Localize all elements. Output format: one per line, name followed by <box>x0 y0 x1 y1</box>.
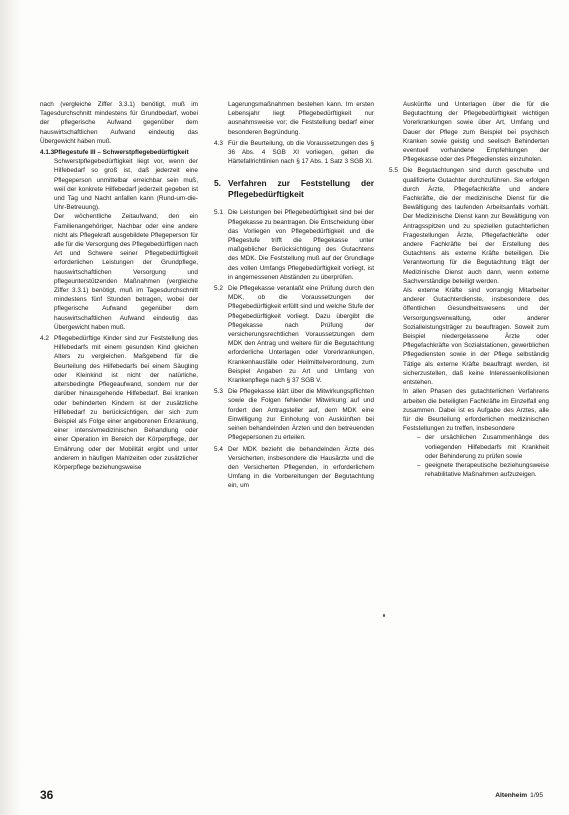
text-column-2 <box>214 100 374 493</box>
item-number: 4.1.3 <box>40 149 55 157</box>
subsection-heading: Pflegestufe III – Schwerstpflegebedürftigkeit <box>54 149 189 157</box>
paragraph: Pflegebedürftige Kinder sind zur Feststellung des Hilfebedarfs mit einem gesunden Kind gleichen Alters zu vergleichen. Maßgebend für die Beurteilung des Hilfebedarfs bei einem Säugling oder Kleinkind ist nicht der natürliche, altersbedingte Pflegeaufwand, sondern nur der darüber hinausgehende Hilfebedarf. Bei kranken oder behinderten Kindern ist der zusätzliche Hilfebedarf zu berücksichtigen, der sich zum Beispiel als Folge einer angeborenen Erkrankung, einer intensivmedizinischen Behandlung oder einer Operation im Bereich der Körperpflege, der Ernährung oder der Mobilität ergibt und unter anderem in häufigen Mahlzeiten oder zusätzlicher Körperpflege beziehungsweise <box>54 335 198 471</box>
item-number: 5.5 <box>389 167 398 175</box>
scan-speck <box>383 614 385 617</box>
item-5-2 <box>214 284 374 385</box>
item-4-2 <box>40 334 198 472</box>
paragraph: Die Pflegekasse veranlaßt eine Prüfung durch den MDK, ob die Voraussetzungen der Pflegebedürftigkeit erfüllt sind und welche Stufe der Pflegebedürftigkeit vorliegt. Dazu übergibt die Pflegekasse nach Prüfung der versicherungsrechtlichen Voraussetzungen dem MDK den Antrag und weitere für die Begutachtung erforderliche Unterlagen oder Vorerkrankungen, Krankenhausfälle oder Heilmittelverordnung, zum Beispiel Angaben zu Art und Umfang von Krankenpflege nach § 37 SGB V. <box>228 285 374 385</box>
paragraph: Als externe Kräfte sind vorrangig Mitarbeiter anderer Gutachterdienste, insbesondere des öffentlichen Gesundheitswesens und der Versorgungsverwaltung, oder anderer Sozialleistungsträger zu beauftragen. Soweit zum Beispiel niedergelassene Ärzte oder Pflegefachkräfte von Sozialstationen, gewerblichen Pflegediensten sowie in der Pflege selbständig Tätige als externe Kräfte beauftragt werden, ist sicherzustellen, daß keine Interessenkollisionen entstehen. <box>403 287 549 387</box>
item-5-3 <box>214 387 374 442</box>
text-column-1 <box>40 100 198 474</box>
item-number: 4.3 <box>214 139 223 147</box>
item-5-4 <box>214 445 374 491</box>
paragraph-continuation: Auskünfte und Unterlagen über die für die Begutachtung der Pflegebedürftigkeit wichtigen Vorerkrankungen sowie über Art, Umfang und Dauer der Pflege zum Beispiel bei psychisch Kranken sowie geistig und seelisch Behinderten eventuell vorhandene Empfehlungen der Pflegekasse oder des Pflegedienstes einzuholen. <box>403 101 549 164</box>
paragraph: Die Leistungen bei Pflegebedürftigkeit sind bei der Pflegekasse zu beantragen. Die Entscheidung über das Vorliegen von Pflegebedürftigkeit und die Pflegestufe trifft die Pflegekasse unter maßgeblicher Berücksichtigung des Gutachtens des MDK. Die Feststellung muß auf der Grundlage des vollen Umfangs Pflegebedürftigkeit vorliegt, ist in angemessenen Abständen zu überprüfen. <box>228 209 374 281</box>
text-column-3 <box>389 100 549 481</box>
item-4-3 <box>214 139 374 167</box>
item-4-1-3 <box>40 148 198 332</box>
paragraph: Für die Beurteilung, ob die Voraussetzungen des § 36 Abs. 4 SGB XI vorliegen, gelten die Härtefallrichtlinien nach § 17 Abs. 1 Satz 3 SGB XI. <box>228 139 374 166</box>
paragraph: Die Begutachtungen sind durch geschulte und qualifizierte Gutachter durchzuführen. Sie erfolgen durch Ärzte, Pflegefachkräfte und andere Fachkräfte, die der medizinische Dienst für die Bewältigung des laufenden Arbeitsanfalls vorhält. Der Medizinische Dienst kann zur Bewältigung von Antragsspitzen und zu speziellen gutachterlichen Fragestellungen Ärzte, Pflegefachkräfte oder andere Fachkräfte bei der Erstellung des Gutachtens als externe Kräfte beteiligen. Die Verantwortung für die Begutachtung trägt der Medizinische Dienst auch dann, wenn externe Sachverständige beteiligt werden. <box>403 167 549 285</box>
item-5-5 <box>389 166 549 479</box>
paragraph: Schwerstpflegebedürftigkeit liegt vor, wenn der Hilfebedarf so groß ist, daß jederzeit eine Pflegeperson unmittelbar erreichbar sein muß, weil der konkrete Hilfebedarf jederzeit gegeben ist und Tag und Nacht anfallen kann (Rund-um-die-Uhr-Betreuung). <box>54 158 198 212</box>
item-5-1 <box>214 208 374 282</box>
item-number: 5.3 <box>214 388 223 396</box>
section-heading <box>214 178 374 199</box>
journal-footer <box>495 792 543 799</box>
journal-name: Altenheim <box>495 792 528 799</box>
paragraph: In allen Phasen des gutachterlichen Verfahrens arbeiten die beteiligten Fachkräfte im Einzelfall eng zusammen. Dabei ist es Aufgabe des Arztes, alle für die Beurteilung erforderlichen medizinischen Feststellungen zu treffen, insbesondere <box>403 388 549 433</box>
section-number: 5. <box>214 178 221 189</box>
paragraph-intro: nach (vergleiche Ziffer 3.3.1) benötigt, muß im Tagesdurchschnitt mindestens für Grundbedarf, wobei der pflegerische Aufwand gegenüber dem hauswirtschaftlichen Aufwand eindeutig das Übergewicht haben muß. <box>40 101 198 145</box>
scan-page-edge <box>0 0 22 815</box>
paragraph: Der wöchentliche Zeitaufwand, den ein Familienangehöriger, Nachbar oder eine andere nicht als Pflegekraft ausgebildete Pflegeperson für alle für die Versorgung des Pflegebedürftigen nach Art und Schwere seiner Pflegebedürftigkeit erforderlichen Leistungen der Grundpflege, hauswirtschaftlichen Versorgung und pflegeunterstützenden Maßnahmen (vergleiche Ziffer 3.3.1) benötigt, muß im Tagesdurchschnitt mindestens fünf Stunden betragen, wobei der pflegerische Aufwand gegenüber dem hauswirtschaftlichen Aufwand eindeutig das Übergewicht haben muß. <box>54 213 198 331</box>
item-number: 4.2 <box>40 335 49 343</box>
paragraph: Die Pflegekasse klärt über die Mitwirkungspflichten sowie die Folgen fehlender Mitwirkung auf und fordert den Antragsteller auf, dem MDK eine Einwilligung zur Einholung von Auskünften bei seinen behandelnden Ärzten und den betreuenden Pflegepersonen zu erteilen. <box>228 388 374 442</box>
item-number: 5.2 <box>214 285 223 293</box>
dash-list-item: – der ursächlichen Zusammenhänge des vorliegenden Hilfebedarfs mit Krankheit oder Behinderung zu prüfen sowie <box>403 433 549 461</box>
paragraph-continuation: Lagerungsmaßnahmen bestehen kann. Im ersten Lebensjahr liegt Pflegebedürftigkeit nur ausnahmsweise vor; die Feststellung bedarf einer besonderen Begründung. <box>228 101 374 136</box>
page-number: 36 <box>40 788 54 802</box>
item-number: 5.1 <box>214 209 223 217</box>
dash-list-item: – geeignete therapeutische beziehungsweise rehabilitative Maßnahmen aufzuzeigen. <box>403 461 549 479</box>
paragraph: Der MDK bezieht die behandelnden Ärzte des Versicherten, insbesondere die Hausärzte und die den Versicherten Pflegenden, in erforderlichem Umfang in die Vorbereitungen der Begutachtung ein, um <box>228 445 374 490</box>
item-number: 5.4 <box>214 445 223 453</box>
section-title: Verfahren zur Feststellung der Pflegebedürftigkeit <box>228 178 374 199</box>
journal-issue: 1/95 <box>530 792 543 799</box>
